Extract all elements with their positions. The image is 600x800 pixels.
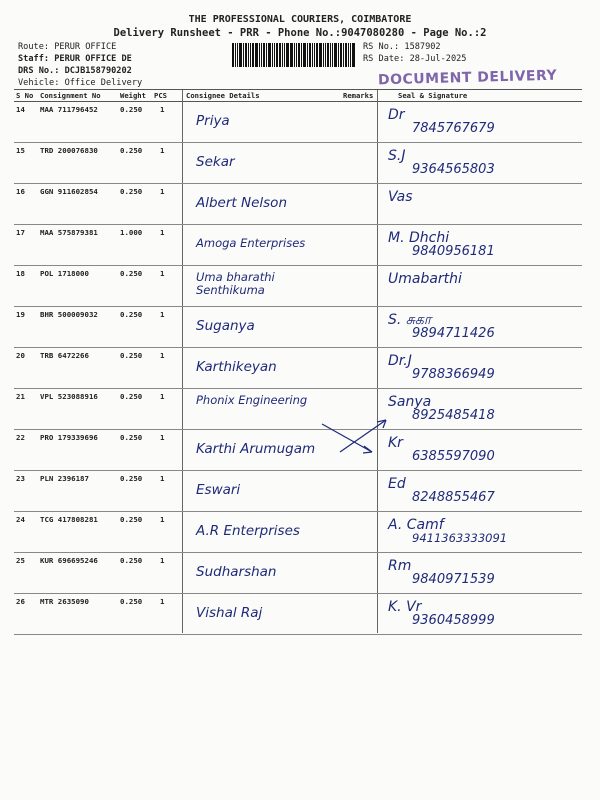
signature-phone: 9840971539 [412, 572, 495, 587]
cell-pcs: 1 [160, 105, 165, 114]
cell-weight: 0.250 [120, 187, 143, 196]
consignee-name: Phonix Engineering [196, 393, 308, 407]
cell-sno: 21 [16, 392, 25, 401]
cell-consignment: TRD 200076830 [40, 146, 98, 155]
col-header-sno: S No [16, 91, 34, 100]
cell-weight: 0.250 [120, 515, 143, 524]
cell-sno: 15 [16, 146, 25, 155]
cell-consignment: MAA 711796452 [40, 105, 98, 114]
vehicle-label: Vehicle: Office Delivery [18, 78, 143, 88]
consignee-name: Sekar [196, 154, 235, 170]
signature: Sanya [388, 394, 432, 410]
consignee-name: Karthi Arumugam [196, 441, 316, 457]
cell-pcs: 1 [160, 556, 165, 565]
cell-weight: 0.250 [120, 146, 143, 155]
cell-consignment: MAA 575879381 [40, 228, 98, 237]
consignee-name: Amoga Enterprises [196, 236, 306, 250]
cell-sno: 26 [16, 597, 25, 606]
cell-sno: 19 [16, 310, 25, 319]
col-header-pcs: PCS [154, 91, 167, 100]
signature: K. Vr [388, 599, 422, 615]
col-header-remarks: Remarks [343, 91, 374, 100]
cell-weight: 0.250 [120, 105, 143, 114]
drs-number: DRS No.: DCJB158790202 [18, 66, 132, 76]
cell-consignment: PRO 179339696 [40, 433, 98, 442]
col-header-weight: Weight [120, 91, 146, 100]
cell-pcs: 1 [160, 351, 165, 360]
cell-sno: 17 [16, 228, 25, 237]
cell-sno: 23 [16, 474, 25, 483]
cell-weight: 0.250 [120, 474, 143, 483]
cell-pcs: 1 [160, 269, 165, 278]
signature: Kr [388, 435, 403, 451]
col-header-seal: Seal & Signature [398, 91, 468, 100]
signature: Ed [388, 476, 406, 492]
cell-pcs: 1 [160, 310, 165, 319]
cell-consignment: MTR 2635090 [40, 597, 89, 606]
route-label: Route: PERUR OFFICE [18, 42, 117, 52]
signature-phone: 9360458999 [412, 613, 495, 628]
signature: A. Camf [388, 517, 444, 533]
signature: S.J [388, 148, 406, 164]
rs-date: RS Date: 28-Jul-2025 [363, 54, 467, 64]
cell-consignment: TRB 6472266 [40, 351, 89, 360]
signature-phone: 7845767679 [412, 121, 495, 136]
signature: M. Dhchi [388, 230, 450, 246]
cell-pcs: 1 [160, 474, 165, 483]
signature: Umabarthi [388, 271, 462, 287]
company-title: THE PROFESSIONAL COURIERS, COIMBATORE [188, 14, 412, 25]
consignee-name: Albert Nelson [196, 195, 287, 211]
rs-number: RS No.: 1587902 [363, 42, 441, 52]
signature: Dr.J [388, 353, 412, 369]
cell-consignment: KUR 696695246 [40, 556, 98, 565]
cell-pcs: 1 [160, 146, 165, 155]
cell-consignment: POL 1718000 [40, 269, 89, 278]
cell-sno: 24 [16, 515, 25, 524]
runsheet-title: Delivery Runsheet - PRR - Phone No.:9047080280 - Page No.:2 [113, 27, 487, 39]
cell-weight: 0.250 [120, 351, 143, 360]
consignee-name: Vishal Raj [196, 605, 263, 621]
document-delivery-stamp: DOCUMENT DELIVERY [377, 67, 558, 89]
signature-phone: 9364565803 [412, 162, 495, 177]
signature-phone: 8248855467 [412, 490, 495, 505]
cell-sno: 22 [16, 433, 25, 442]
signature-phone: 9894711426 [412, 326, 495, 341]
cell-consignment: TCG 417808281 [40, 515, 98, 524]
cell-weight: 0.250 [120, 433, 143, 442]
cell-pcs: 1 [160, 433, 165, 442]
col-header-consignee: Consignee Details [186, 91, 260, 100]
consignee-name: Suganya [196, 318, 255, 334]
cell-weight: 0.250 [120, 392, 143, 401]
signature-phone: 9411363333091 [412, 531, 508, 545]
cell-weight: 0.250 [120, 556, 143, 565]
consignee-name: Sudharshan [196, 564, 277, 580]
staff-label: Staff: PERUR OFFICE DE [18, 54, 132, 64]
consignee-name: Priya [196, 113, 230, 129]
consignee-name: Eswari [196, 482, 241, 498]
cell-sno: 14 [16, 105, 25, 114]
cell-pcs: 1 [160, 515, 165, 524]
cell-sno: 18 [16, 269, 25, 278]
cell-pcs: 1 [160, 228, 165, 237]
cell-sno: 25 [16, 556, 25, 565]
cell-pcs: 1 [160, 187, 165, 196]
cell-weight: 0.250 [120, 310, 143, 319]
signature-phone: 9840956181 [412, 244, 495, 259]
consignee-name: Uma bharathi Senthikuma [196, 270, 275, 297]
col-header-consignment: Consignment No [40, 91, 101, 100]
signature: S. சுகா [388, 312, 432, 328]
cell-weight: 0.250 [120, 597, 143, 606]
cell-consignment: PLN 2396187 [40, 474, 89, 483]
cell-consignment: GGN 911602854 [40, 187, 98, 196]
signature: Vas [388, 189, 413, 205]
cell-weight: 0.250 [120, 269, 143, 278]
cell-weight: 1.000 [120, 228, 143, 237]
cell-pcs: 1 [160, 392, 165, 401]
signature-phone: 8925485418 [412, 408, 495, 423]
signature: Dr [388, 107, 405, 123]
cell-consignment: BHR 500009032 [40, 310, 98, 319]
cell-sno: 16 [16, 187, 25, 196]
signature-phone: 6385597090 [412, 449, 495, 464]
consignee-name: A.R Enterprises [196, 523, 300, 539]
signature-phone: 9788366949 [412, 367, 495, 382]
signature: Rm [388, 558, 412, 574]
cell-pcs: 1 [160, 597, 165, 606]
cell-consignment: VPL 523088916 [40, 392, 98, 401]
cell-sno: 20 [16, 351, 25, 360]
consignee-name: Karthikeyan [196, 359, 277, 375]
